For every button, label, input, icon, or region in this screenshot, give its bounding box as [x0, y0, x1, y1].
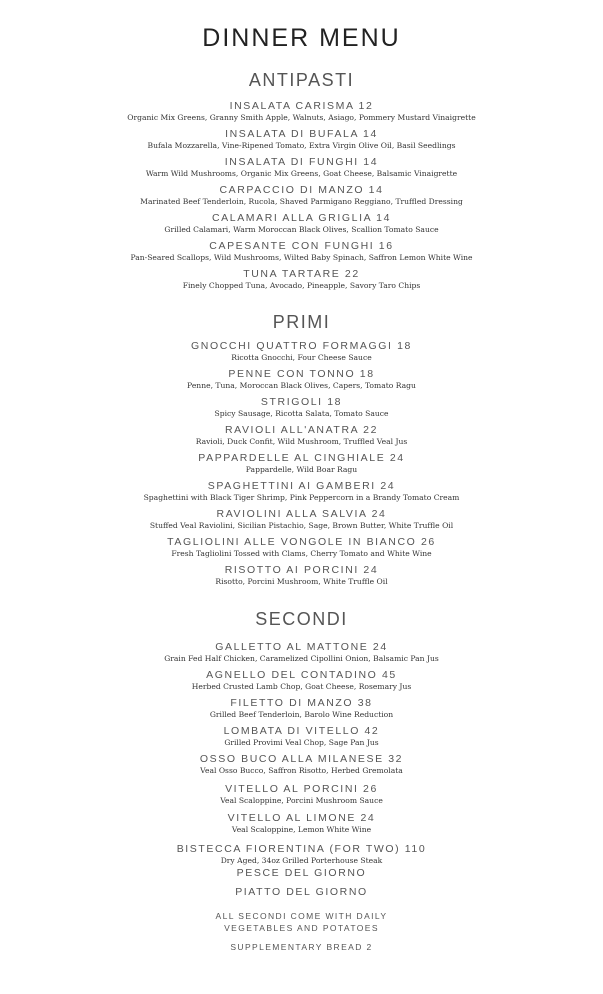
- item-name: PAPPARDELLE AL CINGHIALE 24: [198, 452, 405, 464]
- item-name: PESCE DEL GIORNO: [236, 867, 367, 879]
- menu-item: [0, 753, 603, 776]
- item-description: Penne, Tuna, Moroccan Black Olives, Capers, Tomato Ragu: [187, 381, 416, 390]
- item-name: PENNE CON TONNO 18: [228, 368, 375, 380]
- supplementary-bread: SUPPLEMENTARY BREAD 2: [230, 942, 373, 952]
- menu-item: [0, 536, 603, 559]
- item-name: CAPESANTE CON FUNGHI 16: [209, 240, 394, 252]
- menu-item: [0, 128, 603, 151]
- item-description: Warm Wild Mushrooms, Organic Mix Greens, Goat Cheese, Balsamic Vinaigrette: [145, 169, 458, 178]
- item-description: Grilled Provimi Veal Chop, Sage Pan Jus: [224, 738, 379, 747]
- item-name: INSALATA DI BUFALA 14: [225, 128, 378, 140]
- item-name: GALLETTO AL MATTONE 24: [215, 641, 388, 653]
- item-description: Finely Chopped Tuna, Avocado, Pineapple, Savory Taro Chips: [182, 281, 421, 290]
- item-description: Risotto, Porcini Mushroom, White Truffle Oil: [215, 577, 388, 586]
- item-description: Herbed Crusted Lamb Chop, Goat Cheese, Rosemary Jus: [191, 682, 412, 691]
- secondi-note-line-2: VEGETABLES AND POTATOES: [224, 923, 379, 933]
- item-description: Ravioli, Duck Confit, Wild Mushroom, Truffled Veal Jus: [195, 437, 408, 446]
- item-description: Spaghettini with Black Tiger Shrimp, Pink Peppercorn in a Brandy Tomato Cream: [143, 493, 460, 502]
- menu-item: [0, 480, 603, 503]
- section-title-primi: PRIMI: [272, 312, 331, 332]
- item-description: Pan-Seared Scallops, Wild Mushrooms, Wilted Baby Spinach, Saffron Lemon White Wine: [130, 253, 473, 262]
- item-description: Grilled Calamari, Warm Moroccan Black Olives, Scallion Tomato Sauce: [164, 225, 439, 234]
- menu-item: [0, 812, 603, 835]
- section-title-antipasti: ANTIPASTI: [248, 70, 355, 90]
- menu-item: [0, 100, 603, 123]
- menu-title: DINNER MENU: [202, 24, 401, 52]
- item-description: Fresh Tagliolini Tossed with Clams, Cherry Tomato and White Wine: [171, 549, 432, 558]
- item-name: VITELLO AL LIMONE 24: [227, 812, 376, 824]
- menu-item: [0, 156, 603, 179]
- item-name: TUNA TARTARE 22: [243, 268, 360, 280]
- item-description: Marinated Beef Tenderloin, Rucola, Shaved Parmigano Reggiano, Truffled Dressing: [140, 197, 463, 206]
- item-name: LOMBATA DI VITELLO 42: [223, 725, 380, 737]
- menu-item: [0, 697, 603, 720]
- item-description: Bufala Mozzarella, Vine-Ripened Tomato, Extra Virgin Olive Oil, Basil Seedlings: [147, 141, 456, 150]
- item-name: INSALATA CARISMA 12: [229, 100, 374, 112]
- item-description: Organic Mix Greens, Granny Smith Apple, Walnuts, Asiago, Pommery Mustard Vinaigrette: [127, 113, 476, 122]
- secondi-note-line-1: ALL SECONDI COME WITH DAILY: [215, 911, 388, 921]
- item-name: GNOCCHI QUATTRO FORMAGGI 18: [191, 340, 412, 352]
- menu-item: [0, 268, 603, 291]
- item-name: STRIGOLI 18: [260, 396, 343, 408]
- item-description: Veal Scaloppine, Lemon White Wine: [231, 825, 372, 834]
- item-description: Grilled Beef Tenderloin, Barolo Wine Reduction: [209, 710, 394, 719]
- item-description: Ricotta Gnocchi, Four Cheese Sauce: [231, 353, 372, 362]
- item-name: CARPACCIO DI MANZO 14: [219, 184, 384, 196]
- item-description: Grain Fed Half Chicken, Caramelized Cipollini Onion, Balsamic Pan Jus: [164, 654, 439, 663]
- menu-item: [0, 843, 603, 866]
- menu-item: [0, 783, 603, 806]
- menu-item: [0, 184, 603, 207]
- menu-item: [0, 867, 603, 879]
- item-name: AGNELLO DEL CONTADINO 45: [206, 669, 397, 681]
- item-description: Dry Aged, 34oz Grilled Porterhouse Steak: [220, 856, 383, 865]
- menu-item: [0, 725, 603, 748]
- item-description: Veal Scaloppine, Porcini Mushroom Sauce: [220, 796, 383, 805]
- menu-item: [0, 886, 603, 898]
- menu-item: [0, 452, 603, 475]
- menu-item: [0, 340, 603, 363]
- section-title-secondi: SECONDI: [255, 609, 348, 629]
- item-description: Stuffed Veal Raviolini, Sicilian Pistachio, Sage, Brown Butter, White Truffle Oil: [149, 521, 454, 530]
- item-name: RAVIOLI ALL'ANATRA 22: [224, 424, 379, 436]
- menu-item: [0, 669, 603, 692]
- item-description: Spicy Sausage, Ricotta Salata, Tomato Sauce: [214, 409, 389, 418]
- item-name: CALAMARI ALLA GRIGLIA 14: [211, 212, 392, 224]
- menu-item: [0, 564, 603, 587]
- item-name: RAVIOLINI ALLA SALVIA 24: [216, 508, 387, 520]
- item-name: BISTECCA FIORENTINA (FOR TWO) 110: [176, 843, 427, 855]
- menu-item: [0, 641, 603, 664]
- item-name: FILETTO DI MANZO 38: [230, 697, 373, 709]
- item-name: VITELLO AL PORCINI 26: [225, 783, 378, 795]
- item-description: Veal Osso Bucco, Saffron Risotto, Herbed Gremolata: [200, 766, 403, 775]
- item-name: RISOTTO AI PORCINI 24: [224, 564, 379, 576]
- item-name: INSALATA DI FUNGHI 14: [224, 156, 379, 168]
- menu-item: [0, 508, 603, 531]
- menu-item: [0, 396, 603, 419]
- item-name: SPAGHETTINI AI GAMBERI 24: [207, 480, 396, 492]
- item-description: Pappardelle, Wild Boar Ragu: [245, 465, 358, 474]
- item-name: OSSO BUCO ALLA MILANESE 32: [199, 753, 404, 765]
- menu-item: [0, 368, 603, 391]
- item-name: PIATTO DEL GIORNO: [235, 886, 368, 898]
- item-name: TAGLIOLINI ALLE VONGOLE IN BIANCO 26: [167, 536, 436, 548]
- menu-item: [0, 424, 603, 447]
- menu-item: [0, 212, 603, 235]
- menu-item: [0, 240, 603, 263]
